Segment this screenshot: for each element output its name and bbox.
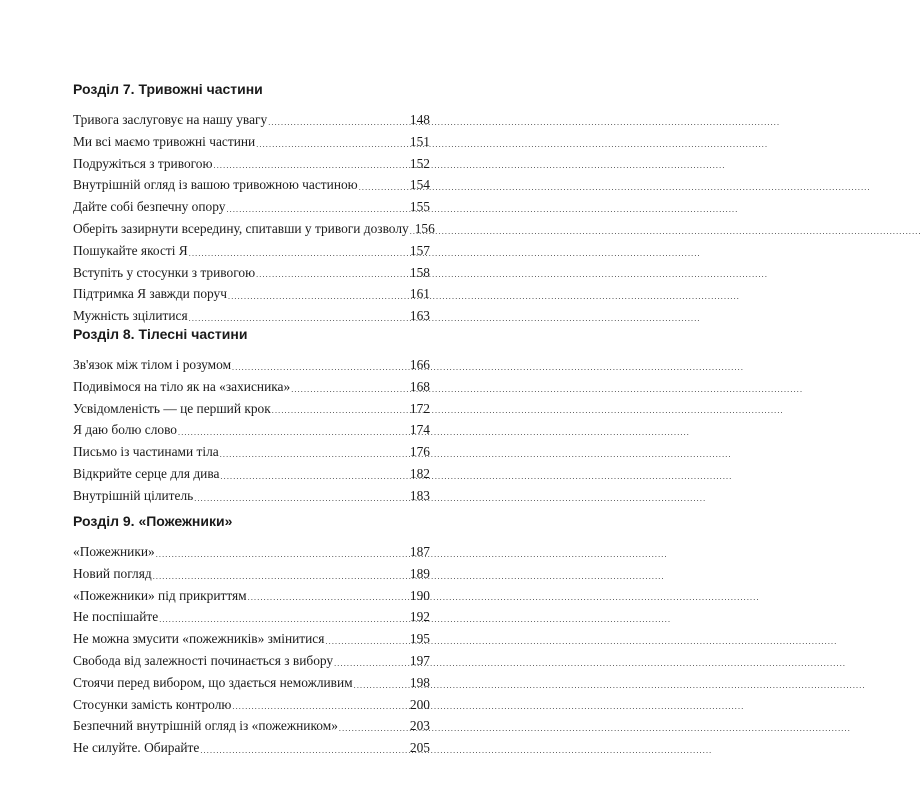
- dot-leader: [214, 158, 409, 174]
- toc-entry[interactable]: [73, 694, 430, 716]
- dot-leader: [256, 137, 409, 153]
- chapter-section: [73, 512, 430, 759]
- dot-leader: [354, 678, 409, 694]
- toc-entry-title: Письмо із частинами тіла: [73, 444, 219, 460]
- chapter-heading: Розділ 8. Тілесні частини: [73, 326, 248, 342]
- toc-entry-title: Подружіться з тривогою: [73, 155, 213, 171]
- toc-entry-title: Дайте собі безпечну опору: [73, 199, 226, 215]
- toc-entry-title: Вступіть у стосунки з тривогою: [73, 264, 256, 280]
- toc-entry-title: Не поспішайте: [73, 609, 159, 625]
- dot-leader: [194, 491, 409, 507]
- toc-entry-title: Стоячи перед вибором, що здається неможливим: [73, 674, 353, 690]
- toc-entry[interactable]: [73, 196, 430, 218]
- toc-page-number: 158: [409, 264, 430, 280]
- toc-entry[interactable]: [73, 606, 430, 628]
- toc-entry-title: Відкрийте серце для дива: [73, 465, 220, 481]
- toc-entry-list: [73, 109, 435, 327]
- toc-entry-title: Внутрішній огляд із вашою тривожною частиною: [73, 177, 358, 193]
- toc-page-number: 205: [409, 740, 430, 756]
- toc-entry[interactable]: [73, 541, 430, 563]
- toc-page-number: 156: [414, 220, 435, 236]
- dot-leader: [159, 612, 409, 628]
- dot-leader: [334, 656, 409, 672]
- toc-entry[interactable]: [73, 628, 430, 650]
- dot-leader: [220, 469, 408, 485]
- toc-entry-title: Свобода від залежності починається з вибору: [73, 652, 334, 668]
- dot-leader: [189, 246, 409, 262]
- chapter-heading: Розділ 9. «Пожежники»: [73, 513, 233, 529]
- dot-leader: [291, 382, 409, 398]
- toc-entry-title: Подивімося на тіло як на «захисника»: [73, 378, 291, 394]
- dot-leader: [410, 224, 414, 240]
- dot-leader: [178, 425, 409, 441]
- chapter-section: [73, 80, 435, 327]
- toc-page-number: 154: [409, 177, 430, 193]
- toc-entry-title: Не силуйте. Обирайте: [73, 740, 200, 756]
- toc-entry-title: Тривога заслуговує на нашу увагу: [73, 112, 268, 127]
- toc-entry-title: Стосунки замість контролю: [73, 696, 232, 712]
- toc-entry[interactable]: [73, 563, 430, 585]
- toc-page-number: 148: [409, 112, 430, 127]
- toc-entry-list: [73, 354, 430, 507]
- dot-leader: [200, 743, 409, 759]
- toc-entry-title: «Пожежники»: [73, 544, 155, 559]
- dot-leader: [325, 634, 408, 650]
- chapter-section: [73, 325, 430, 507]
- toc-page-number: 190: [409, 587, 430, 603]
- toc-entry-title: Новий погляд: [73, 565, 152, 581]
- toc-entry-title: «Пожежники» під прикриттям: [73, 587, 247, 603]
- toc-page-number: 203: [409, 718, 430, 734]
- toc-entry[interactable]: [73, 376, 430, 398]
- toc-entry-title: Оберіть зазирнути всередину, спитавши у тривоги дозволу: [73, 220, 409, 236]
- toc-entry-title: Не можна змусити «пожежників» змінитися: [73, 631, 325, 647]
- toc-page-number: 168: [409, 378, 430, 394]
- toc-page-number: 163: [409, 308, 430, 324]
- toc-page-number: 152: [409, 155, 430, 171]
- toc-page-number: 161: [409, 286, 430, 302]
- toc-page-number: 192: [409, 609, 430, 625]
- dot-leader: [272, 403, 409, 419]
- toc-entry[interactable]: [73, 441, 430, 463]
- toc-entry-title: Підтримка Я завжди поруч: [73, 286, 227, 302]
- toc-entry[interactable]: [73, 737, 430, 759]
- toc-entry-title: Внутрішній цілитель: [73, 487, 194, 503]
- toc-entry[interactable]: [73, 485, 430, 507]
- dot-leader: [232, 360, 409, 376]
- toc-page-number: 151: [409, 133, 430, 149]
- toc-page-number: 157: [409, 242, 430, 258]
- dot-leader: [226, 202, 408, 218]
- dot-leader: [268, 115, 409, 131]
- toc-entry-title: Пошукайте якості Я: [73, 242, 188, 258]
- toc-entry[interactable]: [73, 283, 430, 305]
- dot-leader: [228, 289, 409, 305]
- toc-entry[interactable]: [73, 650, 430, 672]
- dot-leader: [339, 721, 409, 737]
- toc-entry-title: Мужність зцілитися: [73, 308, 188, 324]
- toc-entry[interactable]: [73, 585, 430, 607]
- toc-page-number: 187: [409, 544, 430, 559]
- dot-leader: [220, 447, 409, 463]
- toc-page-number: 172: [409, 400, 430, 416]
- toc-entry[interactable]: [73, 398, 430, 420]
- toc-entry[interactable]: [73, 305, 430, 327]
- toc-page-number: 198: [409, 674, 430, 690]
- toc-entry-list: [73, 541, 430, 759]
- toc-entry[interactable]: [73, 174, 430, 196]
- toc-page-number: 176: [409, 444, 430, 460]
- toc-page-number: 166: [409, 357, 430, 372]
- toc-entry[interactable]: [73, 218, 435, 240]
- toc-page-number: 197: [409, 652, 430, 668]
- toc-page-number: 174: [409, 422, 430, 438]
- dot-leader: [153, 569, 409, 585]
- dot-leader: [248, 590, 409, 606]
- toc-page-number: 195: [409, 631, 430, 647]
- toc-entry-title: Усвідомленість — це перший крок: [73, 400, 271, 416]
- toc-entry[interactable]: [73, 419, 430, 441]
- toc-entry[interactable]: [73, 715, 430, 737]
- dot-leader: [359, 180, 409, 196]
- toc-entry[interactable]: [73, 131, 430, 153]
- toc-entry[interactable]: [73, 463, 430, 485]
- toc-entry[interactable]: [73, 262, 430, 284]
- toc-entry[interactable]: [73, 153, 430, 175]
- toc-entry[interactable]: [73, 672, 430, 694]
- toc-entry-title: Я даю болю слово: [73, 422, 177, 438]
- toc-page-number: 200: [409, 696, 430, 712]
- toc-page-number: 189: [409, 565, 430, 581]
- toc-page-number: 182: [409, 465, 430, 481]
- dot-leader: [232, 699, 409, 715]
- toc-page-number: 183: [409, 487, 430, 503]
- toc-entry[interactable]: [73, 354, 430, 376]
- dot-leader: [256, 267, 409, 283]
- chapter-heading: Розділ 7. Тривожні частини: [73, 81, 263, 97]
- toc-entry-title: Безпечний внутрішній огляд із «пожежником»: [73, 718, 338, 734]
- toc-entry[interactable]: [73, 109, 430, 131]
- toc-entry[interactable]: [73, 240, 430, 262]
- toc-page-number: 155: [409, 199, 430, 215]
- dot-leader: [156, 547, 409, 563]
- toc-entry-title: Зв'язок між тілом і розумом: [73, 357, 232, 372]
- toc-entry-title: Ми всі маємо тривожні частини: [73, 133, 256, 149]
